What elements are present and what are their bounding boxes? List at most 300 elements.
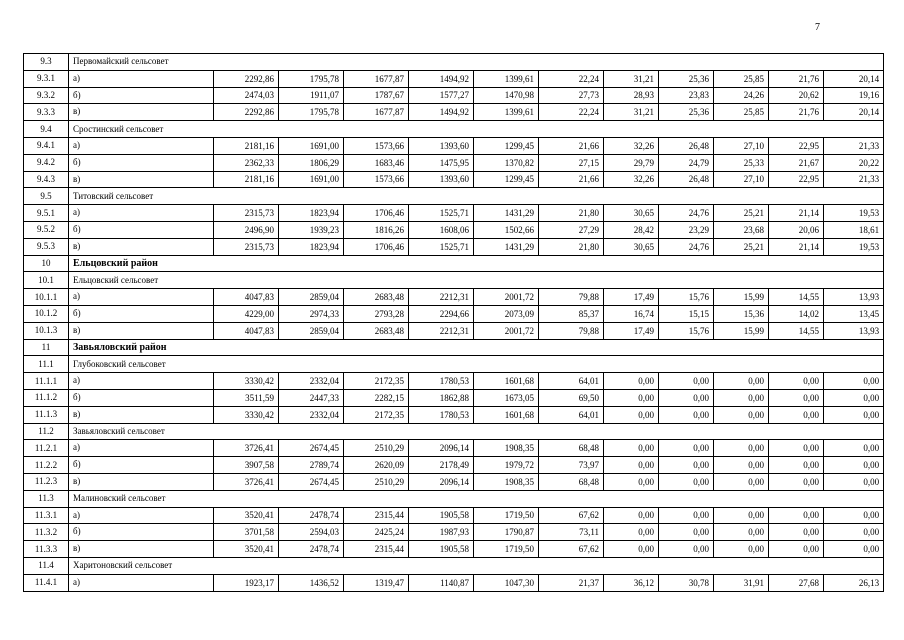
cell-value: 0,00 <box>659 524 714 541</box>
cell-value: 30,65 <box>604 205 659 222</box>
cell-value: 1140,87 <box>409 574 474 591</box>
cell-value: 24,76 <box>659 205 714 222</box>
cell-value: 0,00 <box>659 440 714 457</box>
cell-value: 2001,72 <box>474 289 539 306</box>
district-header-row <box>24 339 884 356</box>
settlement-title: Завьяловский сельсовет <box>69 423 884 440</box>
row-code: 11.1.1 <box>24 373 69 390</box>
settlement-header-row <box>24 188 884 205</box>
cell-value: 67,62 <box>539 541 604 558</box>
cell-value: 67,62 <box>539 507 604 524</box>
row-code: 11.3.3 <box>24 541 69 558</box>
cell-value: 21,80 <box>539 205 604 222</box>
cell-value: 1987,93 <box>409 524 474 541</box>
cell-value: 0,00 <box>769 406 824 423</box>
cell-value: 21,66 <box>539 137 604 154</box>
cell-value: 0,00 <box>824 473 884 490</box>
table-row <box>24 457 884 474</box>
row-code: 9.4.1 <box>24 137 69 154</box>
row-code: 10.1.3 <box>24 322 69 339</box>
cell-value: 19,53 <box>824 205 884 222</box>
cell-value: 2292,86 <box>214 104 279 121</box>
cell-value: 2332,04 <box>279 373 344 390</box>
cell-value: 21,33 <box>824 137 884 154</box>
tariff-table <box>23 53 884 592</box>
cell-value: 28,42 <box>604 221 659 238</box>
cell-value: 24,79 <box>659 154 714 171</box>
cell-value: 2362,33 <box>214 154 279 171</box>
table-row <box>24 205 884 222</box>
row-label: а) <box>69 373 214 390</box>
cell-value: 1573,66 <box>344 137 409 154</box>
cell-value: 24,76 <box>659 238 714 255</box>
cell-value: 2510,29 <box>344 440 409 457</box>
cell-value: 1475,95 <box>409 154 474 171</box>
settlement-header-row <box>24 423 884 440</box>
cell-value: 2332,04 <box>279 406 344 423</box>
table-body <box>24 54 884 592</box>
cell-value: 2594,03 <box>279 524 344 541</box>
cell-value: 1370,82 <box>474 154 539 171</box>
cell-value: 0,00 <box>659 457 714 474</box>
cell-value: 0,00 <box>769 507 824 524</box>
cell-value: 1393,60 <box>409 171 474 188</box>
table-row <box>24 104 884 121</box>
cell-value: 2294,66 <box>409 305 474 322</box>
cell-value: 1601,68 <box>474 406 539 423</box>
cell-value: 0,00 <box>659 406 714 423</box>
cell-value: 30,65 <box>604 238 659 255</box>
cell-value: 2859,04 <box>279 322 344 339</box>
row-code: 11.3.2 <box>24 524 69 541</box>
cell-value: 79,88 <box>539 322 604 339</box>
cell-value: 1601,68 <box>474 373 539 390</box>
cell-value: 0,00 <box>659 507 714 524</box>
row-label: в) <box>69 238 214 255</box>
cell-value: 27,10 <box>714 137 769 154</box>
cell-value: 1795,78 <box>279 70 344 87</box>
cell-value: 0,00 <box>604 507 659 524</box>
cell-value: 2683,48 <box>344 322 409 339</box>
cell-value: 20,62 <box>769 87 824 104</box>
cell-value: 0,00 <box>714 541 769 558</box>
cell-value: 0,00 <box>714 373 769 390</box>
cell-value: 3701,58 <box>214 524 279 541</box>
district-title: Ельцовский район <box>69 255 884 272</box>
table-row <box>24 238 884 255</box>
cell-value: 1911,07 <box>279 87 344 104</box>
cell-value: 73,97 <box>539 457 604 474</box>
cell-value: 15,99 <box>714 322 769 339</box>
row-label: в) <box>69 406 214 423</box>
row-label: б) <box>69 221 214 238</box>
cell-value: 15,15 <box>659 305 714 322</box>
cell-value: 2212,31 <box>409 289 474 306</box>
cell-value: 4229,00 <box>214 305 279 322</box>
cell-value: 0,00 <box>659 541 714 558</box>
cell-value: 0,00 <box>824 524 884 541</box>
cell-value: 27,10 <box>714 171 769 188</box>
cell-value: 3330,42 <box>214 406 279 423</box>
cell-value: 0,00 <box>714 440 769 457</box>
cell-value: 3520,41 <box>214 507 279 524</box>
cell-value: 69,50 <box>539 389 604 406</box>
table-row <box>24 524 884 541</box>
cell-value: 68,48 <box>539 440 604 457</box>
cell-value: 0,00 <box>824 406 884 423</box>
cell-value: 27,15 <box>539 154 604 171</box>
settlement-title: Ельцовский сельсовет <box>69 272 884 289</box>
row-code: 11 <box>24 339 69 356</box>
cell-value: 1573,66 <box>344 171 409 188</box>
cell-value: 1780,53 <box>409 373 474 390</box>
cell-value: 1939,23 <box>279 221 344 238</box>
cell-value: 2315,73 <box>214 238 279 255</box>
cell-value: 0,00 <box>769 457 824 474</box>
row-label: а) <box>69 205 214 222</box>
table-row <box>24 541 884 558</box>
cell-value: 1823,94 <box>279 238 344 255</box>
cell-value: 2474,03 <box>214 87 279 104</box>
cell-value: 1470,98 <box>474 87 539 104</box>
cell-value: 22,24 <box>539 104 604 121</box>
cell-value: 0,00 <box>824 507 884 524</box>
cell-value: 1319,47 <box>344 574 409 591</box>
cell-value: 16,74 <box>604 305 659 322</box>
cell-value: 0,00 <box>659 389 714 406</box>
cell-value: 3726,41 <box>214 440 279 457</box>
row-label: в) <box>69 541 214 558</box>
row-code: 9.3.3 <box>24 104 69 121</box>
table-row <box>24 289 884 306</box>
cell-value: 20,14 <box>824 104 884 121</box>
cell-value: 3520,41 <box>214 541 279 558</box>
cell-value: 32,26 <box>604 137 659 154</box>
cell-value: 85,37 <box>539 305 604 322</box>
cell-value: 2974,33 <box>279 305 344 322</box>
cell-value: 31,21 <box>604 104 659 121</box>
row-label: в) <box>69 171 214 188</box>
row-label: б) <box>69 154 214 171</box>
table-row <box>24 322 884 339</box>
cell-value: 20,14 <box>824 70 884 87</box>
cell-value: 79,88 <box>539 289 604 306</box>
cell-value: 27,29 <box>539 221 604 238</box>
cell-value: 0,00 <box>714 457 769 474</box>
cell-value: 0,00 <box>604 389 659 406</box>
cell-value: 36,12 <box>604 574 659 591</box>
row-code: 11.1.3 <box>24 406 69 423</box>
cell-value: 0,00 <box>714 507 769 524</box>
cell-value: 2315,44 <box>344 541 409 558</box>
cell-value: 1577,27 <box>409 87 474 104</box>
cell-value: 0,00 <box>714 524 769 541</box>
cell-value: 32,26 <box>604 171 659 188</box>
cell-value: 25,85 <box>714 104 769 121</box>
cell-value: 1908,35 <box>474 473 539 490</box>
cell-value: 0,00 <box>769 473 824 490</box>
row-code: 11.1.2 <box>24 389 69 406</box>
row-code: 9.3.1 <box>24 70 69 87</box>
cell-value: 2683,48 <box>344 289 409 306</box>
cell-value: 2510,29 <box>344 473 409 490</box>
cell-value: 25,36 <box>659 70 714 87</box>
cell-value: 1299,45 <box>474 171 539 188</box>
table-row <box>24 70 884 87</box>
cell-value: 3511,59 <box>214 389 279 406</box>
table-row <box>24 473 884 490</box>
cell-value: 2478,74 <box>279 541 344 558</box>
cell-value: 25,33 <box>714 154 769 171</box>
cell-value: 14,55 <box>769 322 824 339</box>
cell-value: 0,00 <box>604 524 659 541</box>
cell-value: 1706,46 <box>344 205 409 222</box>
cell-value: 2478,74 <box>279 507 344 524</box>
cell-value: 21,37 <box>539 574 604 591</box>
district-header-row <box>24 255 884 272</box>
cell-value: 1780,53 <box>409 406 474 423</box>
settlement-header-row <box>24 356 884 373</box>
cell-value: 73,11 <box>539 524 604 541</box>
cell-value: 0,00 <box>824 389 884 406</box>
row-code: 9.4.2 <box>24 154 69 171</box>
cell-value: 3907,58 <box>214 457 279 474</box>
cell-value: 1525,71 <box>409 238 474 255</box>
cell-value: 1719,50 <box>474 541 539 558</box>
table-row <box>24 574 884 591</box>
table-row <box>24 305 884 322</box>
cell-value: 22,95 <box>769 137 824 154</box>
cell-value: 27,68 <box>769 574 824 591</box>
cell-value: 1494,92 <box>409 70 474 87</box>
cell-value: 0,00 <box>769 389 824 406</box>
row-code: 10 <box>24 255 69 272</box>
row-code: 11.3 <box>24 490 69 507</box>
cell-value: 25,36 <box>659 104 714 121</box>
row-label: а) <box>69 289 214 306</box>
table-row <box>24 137 884 154</box>
cell-value: 1823,94 <box>279 205 344 222</box>
cell-value: 24,26 <box>714 87 769 104</box>
row-code: 9.3.2 <box>24 87 69 104</box>
cell-value: 3726,41 <box>214 473 279 490</box>
row-code: 11.2 <box>24 423 69 440</box>
cell-value: 2001,72 <box>474 322 539 339</box>
cell-value: 68,48 <box>539 473 604 490</box>
cell-value: 2096,14 <box>409 473 474 490</box>
cell-value: 2447,33 <box>279 389 344 406</box>
cell-value: 26,48 <box>659 137 714 154</box>
cell-value: 1905,58 <box>409 507 474 524</box>
cell-value: 1299,45 <box>474 137 539 154</box>
cell-value: 0,00 <box>824 373 884 390</box>
row-label: б) <box>69 389 214 406</box>
cell-value: 1436,52 <box>279 574 344 591</box>
table-row <box>24 154 884 171</box>
cell-value: 31,91 <box>714 574 769 591</box>
cell-value: 1691,00 <box>279 171 344 188</box>
cell-value: 25,21 <box>714 238 769 255</box>
cell-value: 26,48 <box>659 171 714 188</box>
cell-value: 19,16 <box>824 87 884 104</box>
row-label: а) <box>69 574 214 591</box>
cell-value: 1525,71 <box>409 205 474 222</box>
page-number: 7 <box>815 22 820 33</box>
row-code: 11.4.1 <box>24 574 69 591</box>
cell-value: 2315,73 <box>214 205 279 222</box>
settlement-header-row <box>24 272 884 289</box>
row-code: 10.1 <box>24 272 69 289</box>
cell-value: 22,24 <box>539 70 604 87</box>
settlement-header-row <box>24 557 884 574</box>
cell-value: 1673,05 <box>474 389 539 406</box>
cell-value: 2315,44 <box>344 507 409 524</box>
cell-value: 1816,26 <box>344 221 409 238</box>
cell-value: 0,00 <box>714 406 769 423</box>
cell-value: 2496,90 <box>214 221 279 238</box>
cell-value: 1399,61 <box>474 104 539 121</box>
cell-value: 18,61 <box>824 221 884 238</box>
table-row <box>24 507 884 524</box>
cell-value: 0,00 <box>604 473 659 490</box>
row-label: а) <box>69 440 214 457</box>
cell-value: 1905,58 <box>409 541 474 558</box>
cell-value: 0,00 <box>769 373 824 390</box>
settlement-title: Малиновский сельсовет <box>69 490 884 507</box>
cell-value: 21,14 <box>769 238 824 255</box>
cell-value: 2789,74 <box>279 457 344 474</box>
row-label: а) <box>69 70 214 87</box>
cell-value: 2172,35 <box>344 406 409 423</box>
table-row <box>24 389 884 406</box>
settlement-title: Сростинский сельсовет <box>69 121 884 138</box>
cell-value: 1399,61 <box>474 70 539 87</box>
cell-value: 3330,42 <box>214 373 279 390</box>
cell-value: 31,21 <box>604 70 659 87</box>
cell-value: 1431,29 <box>474 205 539 222</box>
cell-value: 15,76 <box>659 289 714 306</box>
table-row <box>24 440 884 457</box>
settlement-header-row <box>24 490 884 507</box>
row-label: б) <box>69 457 214 474</box>
cell-value: 0,00 <box>769 541 824 558</box>
cell-value: 0,00 <box>824 457 884 474</box>
cell-value: 0,00 <box>604 406 659 423</box>
cell-value: 21,14 <box>769 205 824 222</box>
row-code: 11.4 <box>24 557 69 574</box>
cell-value: 2172,35 <box>344 373 409 390</box>
cell-value: 2181,16 <box>214 171 279 188</box>
row-code: 11.2.1 <box>24 440 69 457</box>
table-row <box>24 373 884 390</box>
row-code: 9.5 <box>24 188 69 205</box>
cell-value: 0,00 <box>769 440 824 457</box>
cell-value: 2292,86 <box>214 70 279 87</box>
settlement-title: Титовский сельсовет <box>69 188 884 205</box>
cell-value: 21,67 <box>769 154 824 171</box>
cell-value: 21,76 <box>769 70 824 87</box>
cell-value: 1795,78 <box>279 104 344 121</box>
cell-value: 21,80 <box>539 238 604 255</box>
cell-value: 1431,29 <box>474 238 539 255</box>
cell-value: 0,00 <box>824 541 884 558</box>
row-label: а) <box>69 507 214 524</box>
settlement-header-row <box>24 121 884 138</box>
cell-value: 21,76 <box>769 104 824 121</box>
cell-value: 21,33 <box>824 171 884 188</box>
cell-value: 25,85 <box>714 70 769 87</box>
row-code: 11.3.1 <box>24 507 69 524</box>
cell-value: 13,93 <box>824 322 884 339</box>
cell-value: 14,55 <box>769 289 824 306</box>
row-label: в) <box>69 322 214 339</box>
cell-value: 0,00 <box>604 541 659 558</box>
cell-value: 1923,17 <box>214 574 279 591</box>
cell-value: 0,00 <box>659 373 714 390</box>
cell-value: 2674,45 <box>279 473 344 490</box>
cell-value: 2181,16 <box>214 137 279 154</box>
cell-value: 25,21 <box>714 205 769 222</box>
cell-value: 2425,24 <box>344 524 409 541</box>
row-code: 10.1.1 <box>24 289 69 306</box>
cell-value: 2620,09 <box>344 457 409 474</box>
cell-value: 20,06 <box>769 221 824 238</box>
cell-value: 30,78 <box>659 574 714 591</box>
cell-value: 2793,28 <box>344 305 409 322</box>
cell-value: 2859,04 <box>279 289 344 306</box>
row-code: 9.4.3 <box>24 171 69 188</box>
cell-value: 0,00 <box>769 524 824 541</box>
cell-value: 0,00 <box>604 373 659 390</box>
cell-value: 4047,83 <box>214 322 279 339</box>
row-code: 9.5.1 <box>24 205 69 222</box>
row-label: а) <box>69 137 214 154</box>
cell-value: 21,66 <box>539 171 604 188</box>
cell-value: 1494,92 <box>409 104 474 121</box>
cell-value: 64,01 <box>539 373 604 390</box>
settlement-title: Глубоковский сельсовет <box>69 356 884 373</box>
cell-value: 0,00 <box>714 473 769 490</box>
row-label: б) <box>69 305 214 322</box>
cell-value: 1706,46 <box>344 238 409 255</box>
table-row <box>24 87 884 104</box>
cell-value: 1790,87 <box>474 524 539 541</box>
cell-value: 23,29 <box>659 221 714 238</box>
cell-value: 13,45 <box>824 305 884 322</box>
cell-value: 1393,60 <box>409 137 474 154</box>
cell-value: 0,00 <box>824 440 884 457</box>
row-code: 11.2.3 <box>24 473 69 490</box>
cell-value: 29,79 <box>604 154 659 171</box>
cell-value: 15,36 <box>714 305 769 322</box>
row-label: б) <box>69 524 214 541</box>
cell-value: 13,93 <box>824 289 884 306</box>
row-code: 11.1 <box>24 356 69 373</box>
cell-value: 0,00 <box>659 473 714 490</box>
cell-value: 1691,00 <box>279 137 344 154</box>
cell-value: 0,00 <box>714 389 769 406</box>
district-title: Завьяловский район <box>69 339 884 356</box>
cell-value: 1787,67 <box>344 87 409 104</box>
cell-value: 1608,06 <box>409 221 474 238</box>
cell-value: 19,53 <box>824 238 884 255</box>
cell-value: 4047,83 <box>214 289 279 306</box>
cell-value: 22,95 <box>769 171 824 188</box>
row-code: 9.5.2 <box>24 221 69 238</box>
table-row <box>24 221 884 238</box>
cell-value: 2073,09 <box>474 305 539 322</box>
cell-value: 1719,50 <box>474 507 539 524</box>
